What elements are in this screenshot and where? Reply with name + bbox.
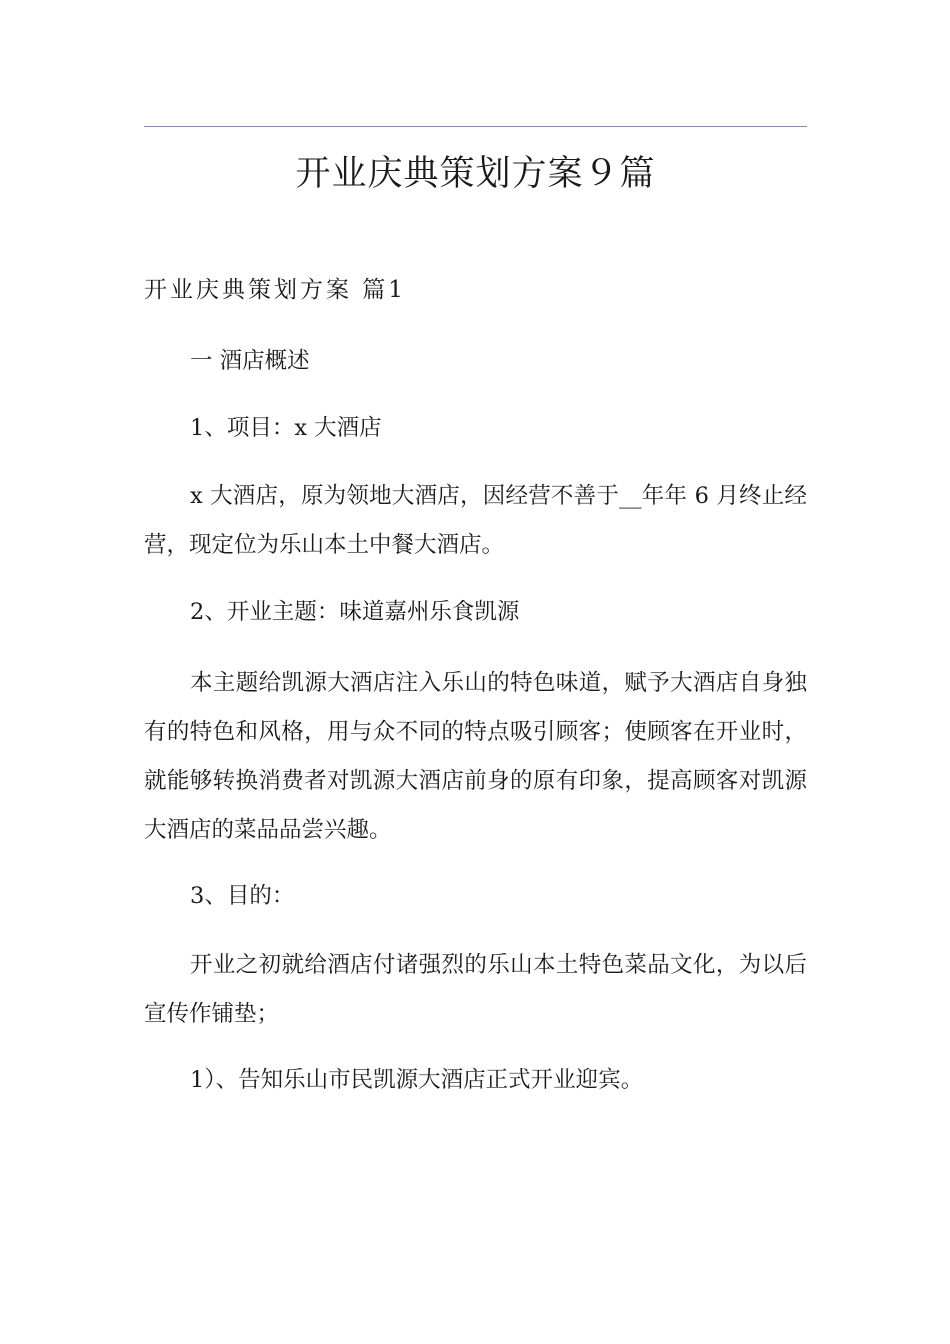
paragraph-theme-description: 本主题给凯源大酒店注入乐山的特色味道，赋予大酒店自身独有的特色和风格，用与众不同的特点吸引顾客；使顾客在开业时，就能够转换消费者对凯源大酒店前身的原有印象，提高顾客对凯源大酒店的菜品品尝兴趣。	[144, 670, 807, 843]
section-heading: 开业庆典策划方案 篇1	[144, 277, 406, 303]
header-rule	[144, 126, 807, 127]
paragraph-theme: 2、开业主题：味道嘉州乐食凯源	[190, 599, 520, 625]
paragraph-project: 1、项目：x 大酒店	[190, 415, 382, 441]
paragraph-hotel-intro: x 大酒店，原为领地大酒店，因经营不善于__年年 6 月终止经营，现定位为乐山本土中餐大酒店。	[144, 483, 807, 558]
paragraph-purpose: 3、目的：	[190, 883, 295, 909]
paragraph-purpose-detail: 开业之初就给酒店付诸强烈的乐山本土特色菜品文化，为以后宣传作铺垫；	[144, 952, 807, 1027]
paragraph-hotel-overview: 一 酒店概述	[190, 348, 310, 374]
paragraph-purpose-item-1: 1）、告知乐山市民凯源大酒店正式开业迎宾。	[190, 1067, 644, 1093]
document-title: 开业庆典策划方案９篇	[295, 154, 656, 194]
